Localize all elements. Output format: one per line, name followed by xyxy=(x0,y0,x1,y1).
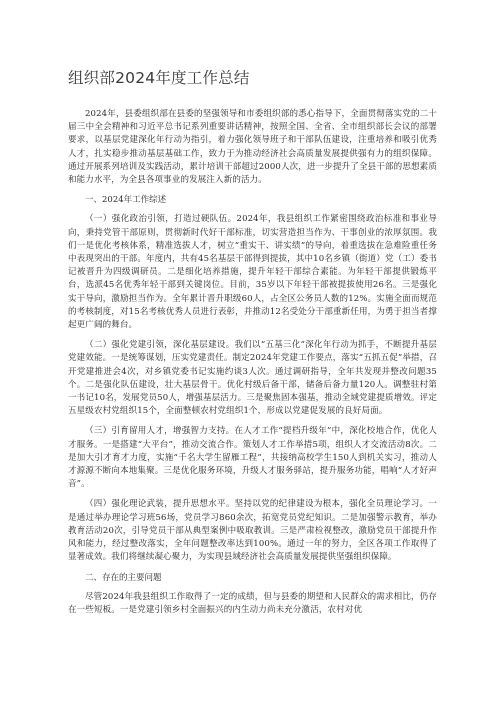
section-heading-overview: 一、2024年工作综述 xyxy=(85,195,167,206)
paragraph-party-building: （二）强化党建引领，深化基层建设。我们以“五基三化”深化年行动为抓手，不断提升基层党建效能。一是统筹谋划，压实党建责任。制定2024年党建工作要点，落实“五抓五促”举措，召开党建推进会4次，对乡镇党委书记实施约谈3人次。通过调研指导，全年共发现并整改问题35个。二是强化队伍建设，壮大基层骨干。优化村级后备干部，储备后备力量120人。调整驻村第一书记10名，发展党员50人，增强基层活力。三是聚焦固本强基，推动全域党建提质增效。评定五星级农村党组织15个，全面整顿农村党组织1个，形成以党建促发展的良好局面。 xyxy=(68,340,437,417)
paragraph-political-guidance: （一）强化政治引领，打造过硬队伍。2024年，我县组织工作紧密围绕政治标准和事业导向，秉持党管干部原则，贯彻新时代好干部标准，切实营造担当作为、干事创业的浓厚氛围。我们一是优化考核体系，精准选拔人才，树立“重实干、讲实绩”的导向，着重选拔在急难险重任务中表现突出的干部。年度内，共有45名基层干部得到提拔，其中10名乡镇（街道）党（工）委书记被晋升为四级调研员。二是细化培养措施，提升年轻干部综合素能。为年轻干部提供锻炼平台，选派45名优秀年轻干部到关键岗位。目前，35岁以下年轻干部被提拔使用26名。三是强化实干导向，激励担当作为。全年累计晋升职级60人，占全区公务员人数的12%。实施全面而规范的考核制度，对15名考核优秀人员进行表彰，并推动12名受处分干部重新任用，为勇于担当者撑起更广阔的舞台。 xyxy=(68,214,437,331)
document-title: 组织部2024年度工作总结 xyxy=(68,69,250,87)
section-heading-problems: 二、存在的主要问题 xyxy=(85,572,162,583)
paragraph-problems: 尽管2024年我县组织工作取得了一定的成绩，但与县委的期望和人民群众的需求相比，仍存在一些短板。一是党建引领乡村全面振兴的内生动力尚未充分激活，农村对优 xyxy=(68,591,437,615)
paragraph-talent: （三）引育留用人才，增强智力支持。在人才工作“提档升级年”中，深化校地合作，优化人才服务。一是搭建“大平台”，推动交流合作。策划人才工作举措5项，组织人才交流活动8次。二是加大引才育才力度，实施“千名大学生留雁工程”，共接纳高校学生150人到机关实习，推动人才源源不断向本地集聚。三是优化服务环境，升级人才服务驿站，提升服务功能，唱响“人才好声音”。 xyxy=(68,426,437,490)
paragraph-theory: （四）强化理论武装，提升思想水平。坚持以党的纪律建设为根本，强化全员理论学习。一是通过举办理论学习班56场，党员学习860余次，拓宽党员党纪知识。二是加强警示教育，举办教育活动20次，引导党员干部从典型案例中吸取教训。三是严肃检视整改，激励党员干部提升作风和能力，经过整改落实，全年问题整改率达到100%。通过一年的努力，全区各项工作取得了显著成效。我们将继续凝心聚力，为实现县域经济社会高质量发展提供坚强组织保障。 xyxy=(68,499,437,563)
intro-paragraph: 2024年，县委组织部在县委的坚强领导和市委组织部的悉心指导下，全面贯彻落实党的二十届三中全会精神和习近平总书记系列重要讲话精神，按照全国、全省、全市组织部长会议的部署要求，以基层党建深化年行动为指引，着力强化领导班子和干部队伍建设，注重培养和吸引优秀人才，扎实稳步推动基层基础工作，致力于为推动经济社会高质量发展提供强有力的组织保障。通过开展系列培训及实践活动，累计培训干部超过2000人次，进一步提升了全县干部的思想素质和能力水平，为全县各项事业的发展注入新的活力。 xyxy=(68,109,437,186)
